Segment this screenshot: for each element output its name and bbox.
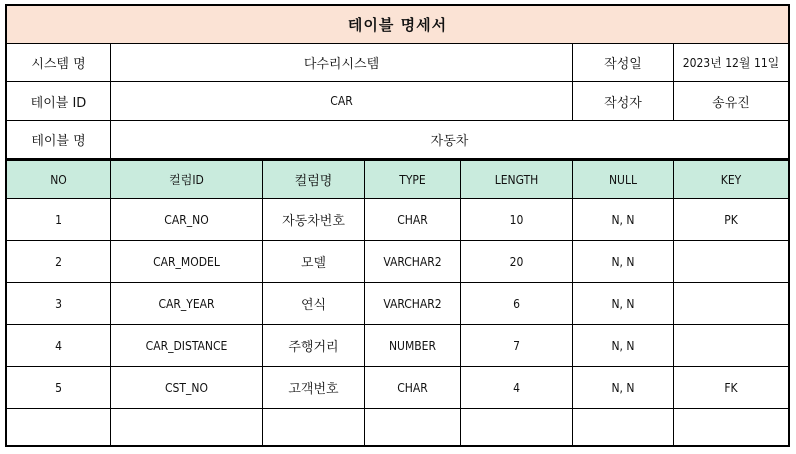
sheet-title: 테이블 명세서 bbox=[7, 6, 788, 44]
table-row-1-type: CHAR bbox=[365, 199, 461, 241]
date-value: 2023년 12월 11일 bbox=[674, 43, 788, 82]
table-row-1-no: 1 bbox=[7, 199, 111, 241]
table-row-4-type: NUMBER bbox=[365, 325, 461, 367]
table-row-5-no: 5 bbox=[7, 367, 111, 409]
table-row-1-key: PK bbox=[674, 199, 788, 241]
table-row-5-id: CST_NO bbox=[111, 367, 263, 409]
col-header-column-name: 컬럼명 bbox=[263, 161, 365, 199]
date-label: 작성일 bbox=[573, 43, 674, 82]
table-row-3-length: 6 bbox=[461, 283, 573, 325]
col-header-null: NULL bbox=[573, 161, 674, 199]
author-value: 송유진 bbox=[674, 82, 788, 121]
table-row-empty-null bbox=[573, 409, 674, 445]
table-row-3-null: N, N bbox=[573, 283, 674, 325]
table-row-5-name: 고객번호 bbox=[263, 367, 365, 409]
table-row-5-key: FK bbox=[674, 367, 788, 409]
system-name-value: 다수리시스템 bbox=[111, 43, 573, 82]
col-header-type: TYPE bbox=[365, 161, 461, 199]
table-row-3-id: CAR_YEAR bbox=[111, 283, 263, 325]
table-row-5-type: CHAR bbox=[365, 367, 461, 409]
table-row-3-no: 3 bbox=[7, 283, 111, 325]
table-row-empty-id bbox=[111, 409, 263, 445]
table-row-2-name: 모델 bbox=[263, 241, 365, 283]
table-row-1-length: 10 bbox=[461, 199, 573, 241]
table-row-3-key bbox=[674, 283, 788, 325]
table-name-value: 자동차 bbox=[111, 121, 788, 159]
table-row-4-id: CAR_DISTANCE bbox=[111, 325, 263, 367]
table-row-2-type: VARCHAR2 bbox=[365, 241, 461, 283]
spec-sheet bbox=[5, 4, 790, 447]
table-row-empty-no bbox=[7, 409, 111, 445]
system-name-label: 시스템 명 bbox=[7, 43, 111, 82]
table-row-2-key bbox=[674, 241, 788, 283]
table-row-empty-key bbox=[674, 409, 788, 445]
col-header-key: KEY bbox=[674, 161, 788, 199]
table-row-2-no: 2 bbox=[7, 241, 111, 283]
table-row-empty-length bbox=[461, 409, 573, 445]
table-row-4-null: N, N bbox=[573, 325, 674, 367]
table-row-4-key bbox=[674, 325, 788, 367]
author-label: 작성자 bbox=[573, 82, 674, 121]
table-row-2-null: N, N bbox=[573, 241, 674, 283]
table-row-5-null: N, N bbox=[573, 367, 674, 409]
table-row-4-name: 주행거리 bbox=[263, 325, 365, 367]
table-row-3-name: 연식 bbox=[263, 283, 365, 325]
table-id-value: CAR bbox=[111, 82, 573, 121]
table-row-1-name: 자동차번호 bbox=[263, 199, 365, 241]
col-header-length: LENGTH bbox=[461, 161, 573, 199]
col-header-column-id: 컬럼ID bbox=[111, 161, 263, 199]
col-header-no: NO bbox=[7, 161, 111, 199]
table-row-1-null: N, N bbox=[573, 199, 674, 241]
table-row-5-length: 4 bbox=[461, 367, 573, 409]
table-row-empty-name bbox=[263, 409, 365, 445]
table-id-label: 테이블 ID bbox=[7, 82, 111, 121]
table-row-2-id: CAR_MODEL bbox=[111, 241, 263, 283]
table-row-3-type: VARCHAR2 bbox=[365, 283, 461, 325]
table-row-4-length: 7 bbox=[461, 325, 573, 367]
table-name-label: 테이블 명 bbox=[7, 121, 111, 159]
table-row-empty-type bbox=[365, 409, 461, 445]
table-row-2-length: 20 bbox=[461, 241, 573, 283]
table-row-4-no: 4 bbox=[7, 325, 111, 367]
table-row-1-id: CAR_NO bbox=[111, 199, 263, 241]
